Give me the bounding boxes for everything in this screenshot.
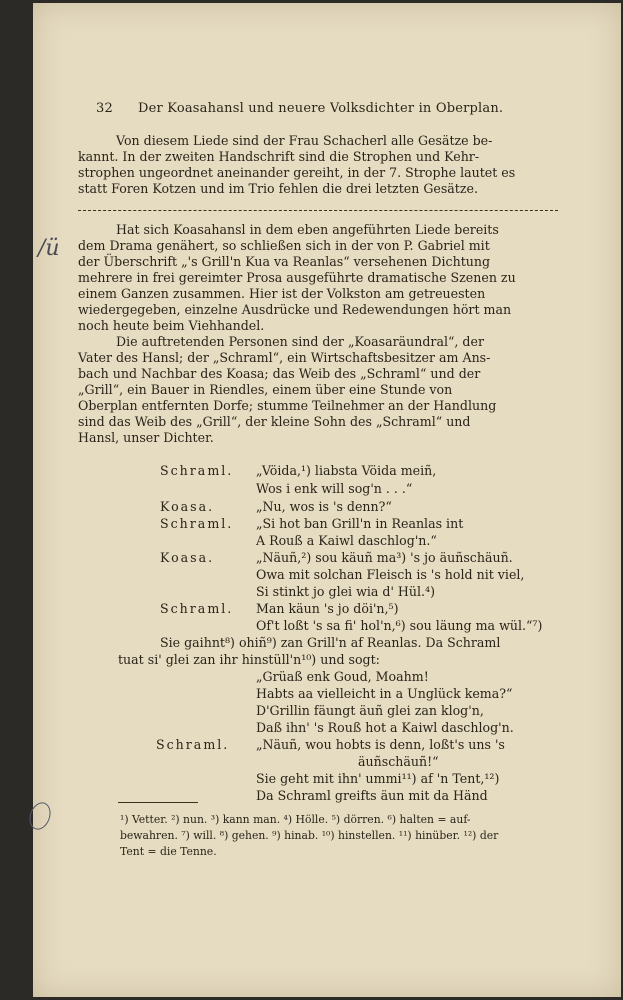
paragraph-3: [78, 334, 558, 446]
speaker-label: Schraml.: [160, 601, 234, 616]
speaker-label: Koasa.: [160, 550, 215, 565]
page-number: 32: [96, 101, 113, 116]
prose-line: Sie gaihnt⁸) ohiñ⁹) zan Grill'n af Reanlas. Da Schraml: [160, 635, 501, 650]
verse-line: Sie geht mit ihn' ummi¹¹) af 'n Tent,¹²): [256, 771, 500, 786]
text-line: Oberplan entfernten Dorfe; stumme Teilnehmer an der Handlung: [78, 398, 497, 413]
verse-line: „Näuñ,²) sou käuñ ma³) 's jo äuñschäuñ.: [256, 550, 513, 565]
handwritten-margin-note: /ü: [38, 236, 60, 261]
verse-line: Of't loßt 's sa fi' hol'n,⁶) sou läung ma wül.“⁷): [256, 618, 543, 633]
text-line: sind das Weib des „Grill“, der kleine Sohn des „Schraml“ und: [78, 414, 471, 429]
verse-line: „Grüaß enk Goud, Moahm!: [256, 669, 429, 684]
text-line: kannt. In der zweiten Handschrift sind die Strophen und Kehr-: [78, 149, 480, 164]
verse-line: „Si hot ban Grill'n in Reanlas int: [256, 516, 464, 531]
text-line: dem Drama genähert, so schließen sich in der von P. Gabriel mit: [78, 238, 490, 253]
verse-line: Habts aa vielleicht in a Unglück kema?“: [256, 686, 513, 701]
verse-line: „Nu, wos is 's denn?“: [256, 499, 392, 514]
speaker-label: Koasa.: [160, 499, 215, 514]
text-line: wiedergegeben, einzelne Ausdrücke und Redewendungen hört man: [78, 302, 512, 317]
text-line: einem Ganzen zusammen. Hier ist der Volkston am getreuesten: [78, 286, 486, 301]
verse-line: D'Grillin fäungt äuñ glei zan klog'n,: [256, 703, 484, 718]
verse-line: A Rouß a Kaiwl daschlog'n.“: [256, 533, 437, 548]
text-line: bach und Nachbar des Koasa; das Weib des „Schraml“ und der: [78, 366, 481, 381]
speaker-label: Schraml.: [156, 737, 230, 752]
verse-line: Man käun 's jo döi'n,⁵): [256, 601, 399, 616]
text-line: „Grill“, ein Bauer in Riendles, einem über eine Stunde von: [78, 382, 453, 397]
text-line: Von diesem Liede sind der Frau Schacherl alle Gesätze be-: [116, 133, 493, 148]
text-line: Hat sich Koasahansl in dem eben angeführten Liede bereits: [116, 222, 499, 237]
section-divider: [78, 210, 558, 211]
paragraph-2: [78, 222, 558, 334]
text-line: der Überschrift „'s Grill'n Kua va Reanlas“ versehenen Dichtung: [78, 254, 491, 269]
verse-line: Da Schraml greifts äun mit da Händ: [256, 788, 488, 803]
text-line: Die auftretenden Personen sind der „Koasaräundral“, der: [116, 334, 484, 349]
text-line: statt Foren Kotzen und im Trio fehlen die drei letzten Gesätze.: [78, 181, 478, 196]
verse-line: äuñschäuñ!“: [358, 754, 439, 769]
footnote-rule: [118, 802, 198, 803]
speaker-label: Schraml.: [160, 516, 234, 531]
verse-line: „Näuñ, wou hobts is denn, loßt's uns 's: [256, 737, 505, 752]
verse-line: „Vöida,¹) liabsta Vöida meiñ,: [256, 463, 437, 478]
text-line: Hansl, unser Dichter.: [78, 430, 214, 445]
verse-line: Daß ihn' 's Rouß hot a Kaiwl daschlog'n.: [256, 720, 514, 735]
paragraph-1: [78, 133, 558, 197]
text-line: noch heute beim Viehhandel.: [78, 318, 265, 333]
running-title: Der Koasahansl und neuere Volksdichter in Oberplan.: [138, 101, 504, 116]
footnote-line: ¹) Vetter. ²) nun. ³) kann man. ⁴) Hölle. ⁵) dörren. ⁶) halten = auf-: [120, 813, 471, 826]
prose-line: tuat si' glei zan ihr hinstüll'n¹⁰) und sogt:: [118, 652, 380, 667]
text-line: strophen ungeordnet aneinander gereiht, in der 7. Strophe lautet es: [78, 165, 516, 180]
footnote-line: bewahren. ⁷) will. ⁸) gehen. ⁹) hinab. ¹⁰) hinstellen. ¹¹) hinüber. ¹²) der: [120, 829, 499, 842]
speaker-label: Schraml.: [160, 463, 234, 478]
text-line: Vater des Hansl; der „Schraml“, ein Wirtschaftsbesitzer am Ans-: [78, 350, 491, 365]
footnote-line: Tent = die Tenne.: [120, 845, 217, 858]
verse-line: Si stinkt jo glei wia d' Hül.⁴): [256, 584, 436, 599]
text-line: mehrere in frei gereimter Prosa ausgeführte dramatische Szenen zu: [78, 270, 516, 285]
verse-line: Wos i enk will sog'n . . .“: [256, 481, 413, 496]
verse-line: Owa mit solchan Fleisch is 's hold nit viel,: [256, 567, 525, 582]
